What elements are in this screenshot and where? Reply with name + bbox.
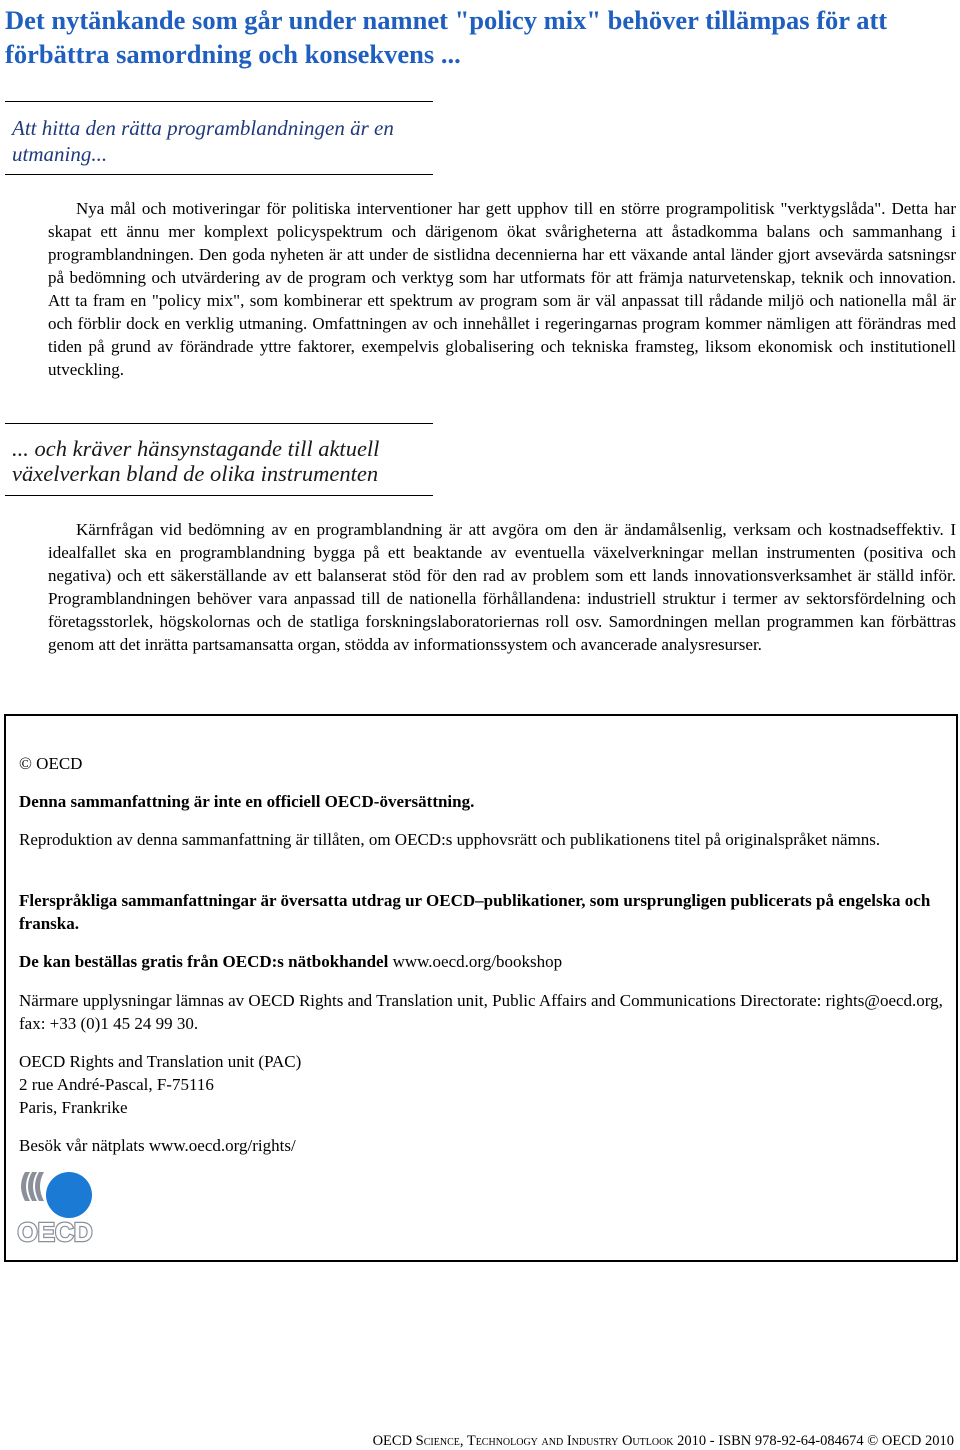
copyright-notice: © OECD <box>19 754 83 773</box>
address-line-3: Paris, Frankrike <box>19 1098 128 1117</box>
oecd-info-box <box>4 714 958 1262</box>
footer-prefix: OECD <box>372 1433 416 1449</box>
oecd-logo-circle <box>46 1172 92 1218</box>
reproduction-notice: Reproduktion av denna sammanfattning är tillåten, om OECD:s upphovsrätt och publikationens titel på originalspråket nämns. <box>19 830 881 849</box>
page-title: Det nytänkande som går under namnet "policy mix" behöver tillämpas för att förbättra samordning och konsekvens ... <box>5 5 888 69</box>
bookshop-link[interactable]: www.oecd.org/bookshop <box>388 952 563 971</box>
section-paragraph-interaction: Kärnfrågan vid bedömning av en programblandning är att avgöra om den är ändamålsenlig, verksam och kostnadseffektiv. I idealfallet ska en programblandning bygga på ett beaktande av eventuella växelverkningar mellan instrumenten (positiva och negativa) och ett säkerställande av ett balanserat stöd för den rad av problem som ett lands innovationsverksamhet är ställd inför. Programblandningen behöver vara anpassad till de nationella förhållandena: industriell struktur i termer av sektorsfördelning och företagsstorlek, högskolornas och de statliga forskningslaboratoriernas roll osv. Samordningen mellan programmen kan förbättras genom att det inrätta partsamansatta organ, stödda av informationssystem och avancerade analysresurser. <box>48 520 956 654</box>
oecd-logo-stripes <box>21 1172 44 1201</box>
address-line-1: OECD Rights and Translation unit (PAC) <box>19 1052 302 1071</box>
website-link[interactable]: Besök vår nätplats www.oecd.org/rights/ <box>19 1136 296 1155</box>
order-notice-text: De kan beställas gratis från OECD:s nätbokhandel <box>19 952 389 971</box>
postal-address <box>19 1050 944 1119</box>
translation-disclaimer: Denna sammanfattning är inte en officiell OECD-översättning. <box>19 792 475 811</box>
footer-publication-title: Science, Technology and Industry Outlook <box>415 1433 674 1449</box>
order-notice <box>19 950 944 973</box>
oecd-logo-icon <box>17 1170 93 1244</box>
multilingual-notice: Flerspråkliga sammanfattningar är översatta utdrag ur OECD–publikationer, som ursprungligen publicerats på engelska och franska. <box>19 891 931 933</box>
page-footer <box>373 1432 954 1450</box>
footer-isbn: 2010 - ISBN 978-92-64-084674 © OECD 2010 <box>673 1433 954 1449</box>
address-line-2: 2 rue André-Pascal, F-75116 <box>19 1075 214 1094</box>
section-heading-interaction: ... och kräver hänsynstagande till aktuell växelverkan bland de olika instrumenten <box>5 423 433 496</box>
section-paragraph-programme-mix: Nya mål och motiveringar för politiska interventioner har gett upphov till en större programpolitisk "verktygslåda". Detta har skapat ett ännu mer komplext policyspektrum och därigenom ökat svårigheterna att åstadkomma balans och sammanhang i programblandningen. Den goda nyheten är att under de sistlidna decennierna har ett växande antal länder gjort avsevärda satsningsr på bedömning och utvärdering av de program och verktyg som har utformats för att främja naturvetenskap, teknik och innovation. Att ta fram en "policy mix", som kombinerar ett spektrum av program som är väl anpassat till rådande miljö och nationella mål är och förblir dock en verklig utmaning. Omfattningen av och innehållet i regeringarnas program kommer nämligen att förändras med tiden på grund av förändrade yttre faktorer, exempelvis globalisering och tekniska framsteg, liksom ekonomisk och institutionell utveckling. <box>48 199 956 379</box>
oecd-logo-text: OECD <box>17 1217 93 1244</box>
section-heading-programme-mix: Att hitta den rätta programblandningen är en utmaning... <box>5 101 433 175</box>
contact-info: Närmare upplysningar lämnas av OECD Rights and Translation unit, Public Affairs and Communications Directorate: rights@oecd.org, fax: +33 (0)1 45 24 99 30. <box>19 991 943 1033</box>
